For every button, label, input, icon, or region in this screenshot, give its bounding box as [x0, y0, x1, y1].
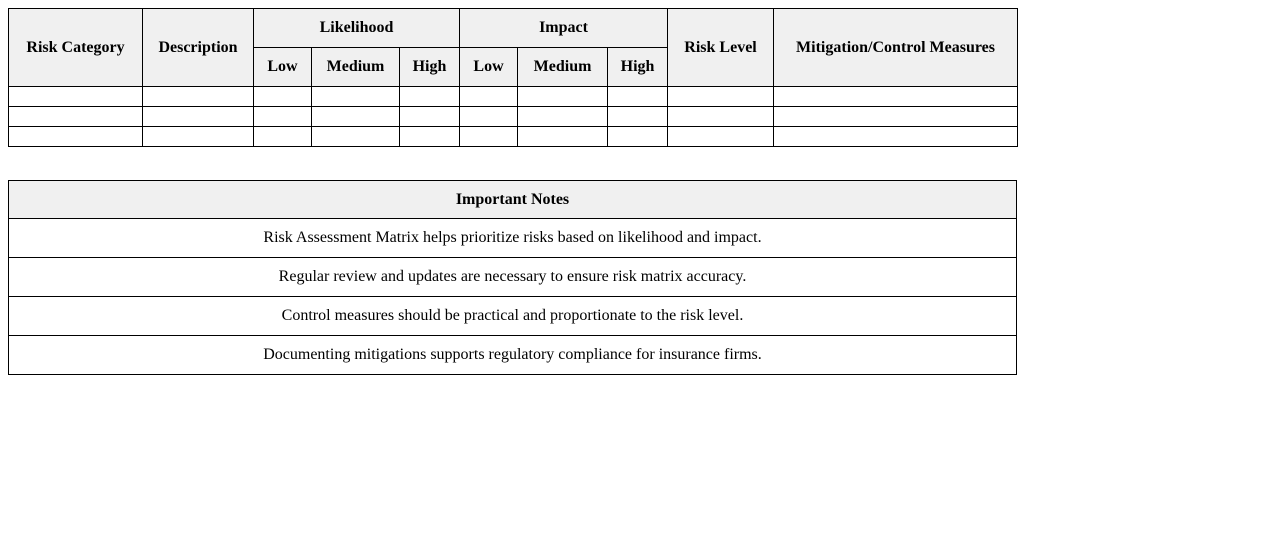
note-text: Risk Assessment Matrix helps prioritize risks based on likelihood and impact.: [9, 219, 1017, 258]
note-row: [9, 297, 1017, 336]
cell-likelihood-high: [400, 87, 460, 107]
cell-impact-high: [608, 87, 668, 107]
cell-likelihood-medium: [312, 107, 400, 127]
risk-assessment-table: [8, 8, 1018, 147]
note-text: Documenting mitigations supports regulatory compliance for insurance firms.: [9, 336, 1017, 375]
column-group-likelihood: Likelihood: [254, 9, 460, 48]
column-header-mitigation: Mitigation/Control Measures: [774, 9, 1018, 87]
column-header-description: Description: [143, 9, 254, 87]
column-header-likelihood-low: Low: [254, 48, 312, 87]
risk-table-row: [9, 127, 1018, 147]
column-header-impact-medium: Medium: [518, 48, 608, 87]
cell-impact-high: [608, 107, 668, 127]
cell-risk-category: [9, 87, 143, 107]
column-header-impact-low: Low: [460, 48, 518, 87]
cell-mitigation: [774, 107, 1018, 127]
column-header-likelihood-medium: Medium: [312, 48, 400, 87]
cell-likelihood-high: [400, 127, 460, 147]
risk-table-row: [9, 87, 1018, 107]
column-group-impact: Impact: [460, 9, 668, 48]
cell-impact-low: [460, 127, 518, 147]
cell-description: [143, 87, 254, 107]
cell-likelihood-medium: [312, 87, 400, 107]
cell-likelihood-low: [254, 87, 312, 107]
risk-table-group-header-row: [9, 9, 1018, 48]
cell-risk-category: [9, 127, 143, 147]
cell-impact-low: [460, 107, 518, 127]
cell-likelihood-high: [400, 107, 460, 127]
risk-table-row: [9, 107, 1018, 127]
cell-likelihood-low: [254, 127, 312, 147]
cell-description: [143, 107, 254, 127]
note-text: Regular review and updates are necessary to ensure risk matrix accuracy.: [9, 258, 1017, 297]
cell-mitigation: [774, 127, 1018, 147]
column-header-likelihood-high: High: [400, 48, 460, 87]
column-header-risk-level: Risk Level: [668, 9, 774, 87]
notes-title: Important Notes: [9, 181, 1017, 219]
cell-impact-medium: [518, 87, 608, 107]
cell-impact-high: [608, 127, 668, 147]
cell-description: [143, 127, 254, 147]
important-notes-table: [8, 180, 1017, 375]
cell-mitigation: [774, 87, 1018, 107]
cell-risk-level: [668, 107, 774, 127]
cell-risk-level: [668, 127, 774, 147]
note-row: [9, 258, 1017, 297]
note-row: [9, 219, 1017, 258]
cell-risk-level: [668, 87, 774, 107]
cell-likelihood-medium: [312, 127, 400, 147]
note-row: [9, 336, 1017, 375]
note-text: Control measures should be practical and proportionate to the risk level.: [9, 297, 1017, 336]
column-header-risk-category: Risk Category: [9, 9, 143, 87]
cell-impact-medium: [518, 107, 608, 127]
column-header-impact-high: High: [608, 48, 668, 87]
cell-likelihood-low: [254, 107, 312, 127]
notes-header-row: [9, 181, 1017, 219]
cell-risk-category: [9, 107, 143, 127]
cell-impact-medium: [518, 127, 608, 147]
cell-impact-low: [460, 87, 518, 107]
